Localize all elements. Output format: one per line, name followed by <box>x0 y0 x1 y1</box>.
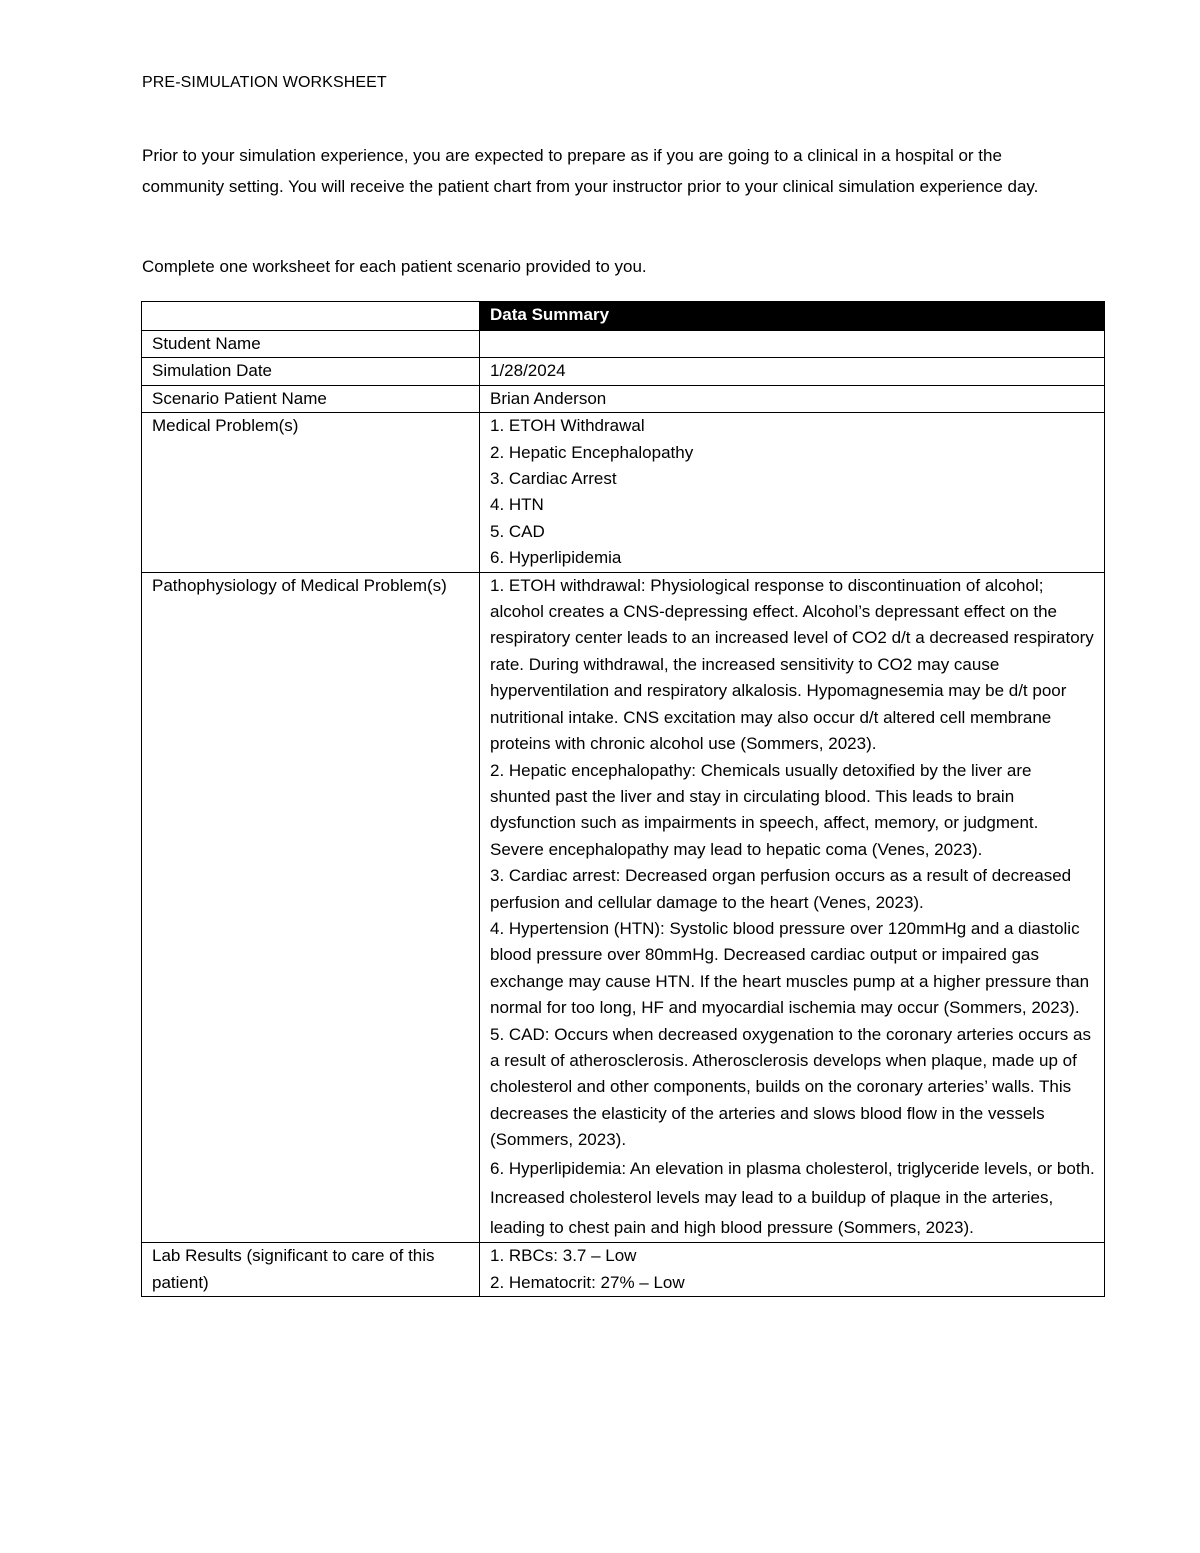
data-summary-table <box>141 301 1105 1297</box>
student-name-label: Student Name <box>142 331 480 358</box>
header-spacer-cell <box>142 302 480 331</box>
pathophysiology-list <box>490 573 1096 1242</box>
table-row <box>142 331 1105 358</box>
list-item: 5. CAD: Occurs when decreased oxygenation to the coronary arteries occurs as a result of atherosclerosis. Atherosclerosis develops when plaque, made up of cholesterol and other components, builds on the coronary arteries’ walls. This decreases the elasticity of the arteries and slows blood flow in the vessels (Sommers, 2023). <box>490 1024 1091 1150</box>
table-row <box>142 572 1105 1242</box>
list-item: 2. Hepatic Encephalopathy <box>490 442 694 462</box>
instruction-paragraph: Complete one worksheet for each patient scenario provided to you. <box>142 257 647 276</box>
medical-problems-label: Medical Problem(s) <box>142 413 480 572</box>
list-item: 6. Hyperlipidemia <box>490 548 622 568</box>
document-title: PRE-SIMULATION WORKSHEET <box>142 74 387 91</box>
lab-results-label: Lab Results (significant to care of this patient) <box>142 1243 480 1297</box>
simulation-date-label: Simulation Date <box>142 358 480 385</box>
list-item: 1. ETOH Withdrawal <box>490 416 645 436</box>
table-row <box>142 1243 1105 1297</box>
table-row <box>142 413 1105 572</box>
list-item: 1. RBCs: 3.7 – Low <box>490 1246 637 1266</box>
patient-name-label: Scenario Patient Name <box>142 385 480 412</box>
list-item: 3. Cardiac arrest: Decreased organ perfusion occurs as a result of decreased perfusion and cellular damage to the heart (Venes, 2023). <box>490 866 1072 912</box>
pathophysiology-value <box>480 572 1105 1242</box>
simulation-date-value: 1/28/2024 <box>480 358 1105 385</box>
table-row <box>142 358 1105 385</box>
list-item: 3. Cardiac Arrest <box>490 469 617 489</box>
list-item: 4. Hypertension (HTN): Systolic blood pressure over 120mmHg and a diastolic blood pressure over 80mmHg. Decreased cardiac output or impaired gas exchange may cause HTN. If the heart muscles pump at a higher pressure than normal for too long, HF and myocardial ischemia may occur (Sommers, 2023). <box>490 918 1090 1018</box>
lab-results-list <box>490 1243 1096 1296</box>
list-item: 5. CAD <box>490 521 545 541</box>
lab-results-value <box>480 1243 1105 1297</box>
medical-problems-list <box>490 413 1096 571</box>
intro-paragraph: Prior to your simulation experience, you are expected to prepare as if you are going to a clinical in a hospital or the community setting. You will receive the patient chart from your instructor prior to your clinical simulation experience day. <box>142 146 1039 196</box>
student-name-value <box>480 331 1105 358</box>
list-item: 1. ETOH withdrawal: Physiological response to discontinuation of alcohol; alcohol creates a CNS-depressing effect. Alcohol’s depressant effect on the respiratory center leads to an increased level of CO2 d/t a decreased respiratory rate. During withdrawal, the increased sensitivity to CO2 may cause hyperventilation and respiratory alkalosis. Hypomagnesemia may be d/t poor nutritional intake. CNS excitation may also occur d/t altered cell membrane proteins with chronic alcohol use (Sommers, 2023). <box>490 575 1094 754</box>
table-header: Data Summary <box>480 302 1105 331</box>
table-header-row <box>142 302 1105 331</box>
table-row <box>142 385 1105 412</box>
list-item: 6. Hyperlipidemia: An elevation in plasma cholesterol, triglyceride levels, or both. Increased cholesterol levels may lead to a buildup of plaque in the arteries, leading to chest pain and high blood pressure (Sommers, 2023). <box>490 1158 1095 1237</box>
patient-name-value: Brian Anderson <box>480 385 1105 412</box>
list-item: 2. Hematocrit: 27% – Low <box>490 1272 685 1292</box>
list-item: 2. Hepatic encephalopathy: Chemicals usually detoxified by the liver are shunted past the liver and stay in circulating blood. This leads to brain dysfunction such as impairments in speech, affect, memory, or judgment. Severe encephalopathy may lead to hepatic coma (Venes, 2023). <box>490 760 1039 859</box>
list-item: 4. HTN <box>490 495 544 515</box>
pathophysiology-label: Pathophysiology of Medical Problem(s) <box>142 572 480 1242</box>
medical-problems-value <box>480 413 1105 572</box>
